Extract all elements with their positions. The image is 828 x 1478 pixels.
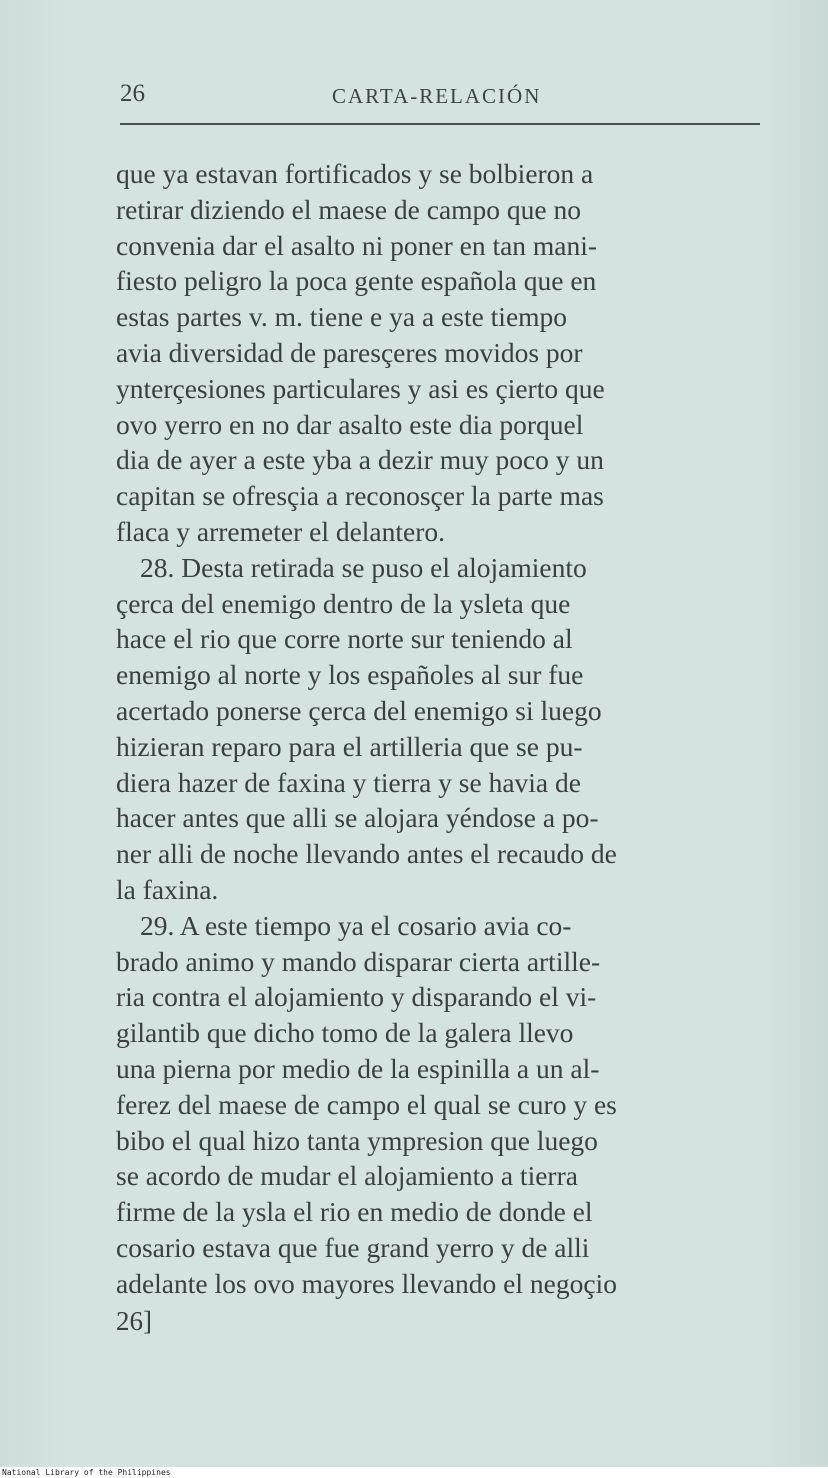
text-line: dia de ayer a este yba a dezir muy poco y un — [116, 444, 604, 476]
text-line: bibo el qual hizo tanta ympresion que luego — [116, 1124, 598, 1156]
text-line: acertado ponerse çerca del enemigo si luego — [116, 694, 602, 726]
header-rule — [120, 123, 760, 125]
body-text — [116, 156, 768, 1302]
signature-mark: 26] — [116, 1306, 152, 1336]
running-title: CARTA-RELACIÓN — [332, 84, 542, 108]
text-line: que ya estavan fortificados y se bolbieron a — [116, 158, 594, 189]
page-edge-shadow-right — [758, 0, 828, 1466]
text-line: adelante los ovo mayores llevando el negoçio — [116, 1267, 617, 1299]
text-line: se acordo de mudar el alojamiento a tierra — [116, 1160, 578, 1192]
text-line: ner alli de noche llevando antes el recaudo de — [116, 838, 617, 870]
library-credit: National Library of the Philippines — [0, 1467, 828, 1478]
text-line: diera hazer de faxina y tierra y se havia de — [116, 766, 581, 798]
text-line: avia diversidad de paresçeres movidos por — [116, 336, 583, 368]
text-line: firme de la ysla el rio en medio de donde el — [116, 1196, 593, 1228]
text-line: hizieran reparo para el artilleria que se pu- — [116, 730, 583, 762]
text-line: cosario estava que fue grand yerro y de alli — [116, 1231, 590, 1263]
paragraph-29-start: 29. A este tiempo ya el cosario avia co- — [140, 909, 572, 941]
text-line: gilantib que dicho tomo de la galera llevo — [116, 1017, 574, 1049]
text-line: retirar diziendo el maese de campo que no — [116, 193, 582, 225]
page-edge-shadow-left — [0, 0, 70, 1466]
text-line: çerca del enemigo dentro de la ysleta que — [116, 587, 571, 619]
text-line: capitan se ofresçia a reconosçer la parte mas — [116, 480, 604, 512]
text-line: estas partes v. m. tiene e ya a este tiempo — [116, 301, 568, 333]
text-line: hacer antes que alli se alojara yéndose a po- — [116, 802, 599, 834]
text-line: ynterçesiones particulares y asi es çierto que — [116, 372, 605, 404]
text-line: enemigo al norte y los españoles al sur fue — [116, 659, 584, 691]
text-line: la faxina. — [116, 873, 219, 905]
paragraph-28-start: 28. Desta retirada se puso el alojamiento — [140, 551, 587, 583]
text-line: ferez del maese de campo el qual se curo y es — [116, 1088, 617, 1120]
page-number: 26 — [120, 80, 145, 107]
page-header — [120, 80, 760, 116]
text-line: ovo yerro en no dar asalto este dia porquel — [116, 408, 584, 440]
text-line: hace el rio que corre norte sur teniendo al — [116, 623, 573, 655]
text-line: convenia dar el asalto ni poner en tan mani- — [116, 229, 598, 261]
text-line: una pierna por medio de la espinilla a un al- — [116, 1052, 600, 1084]
text-line: brado animo y mando disparar cierta artille- — [116, 945, 601, 977]
text-line: fiesto peligro la poca gente española que en — [116, 265, 597, 297]
text-line: ria contra el alojamiento y disparando el vi- — [116, 981, 597, 1013]
text-line: flaca y arremeter el delantero. — [116, 515, 446, 547]
